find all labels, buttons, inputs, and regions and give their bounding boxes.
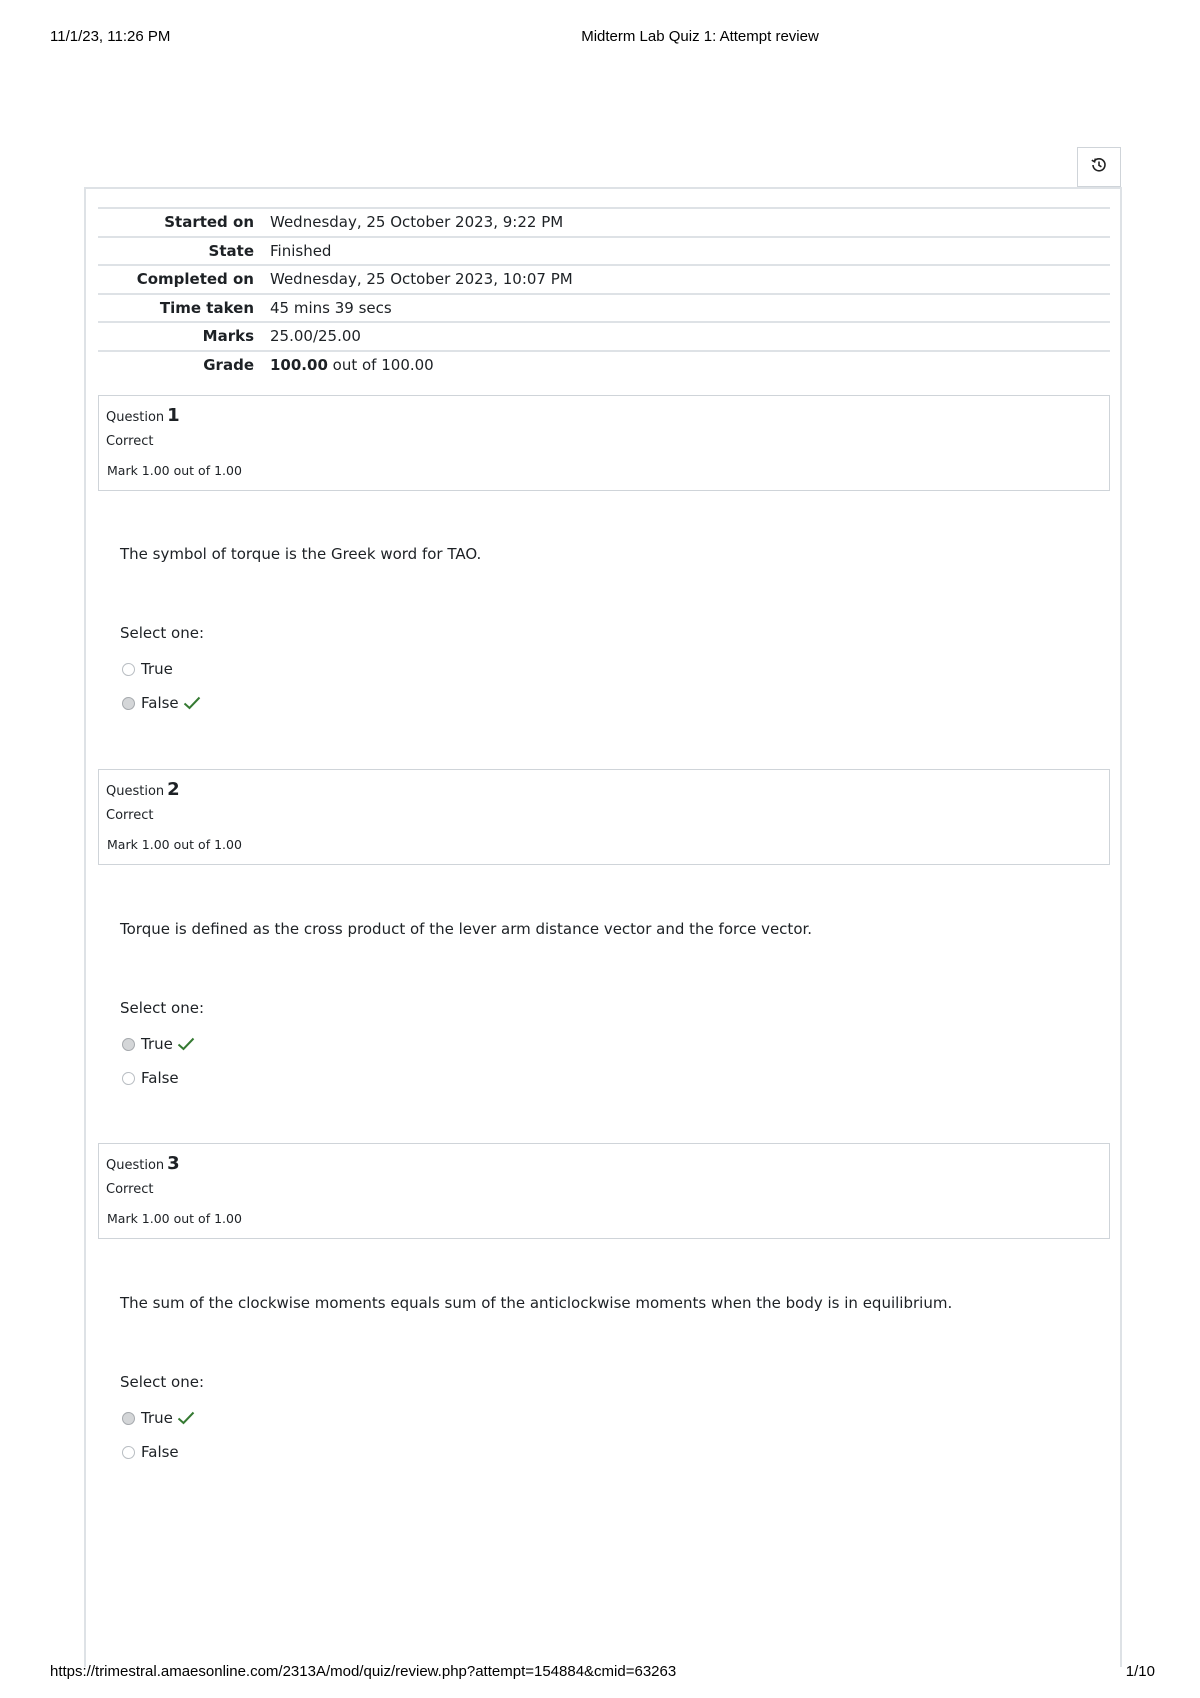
- answer-label: True: [141, 1035, 173, 1053]
- question-prefix: Question: [106, 410, 165, 425]
- answer-label: False: [141, 1443, 179, 1461]
- question-grade: Mark 1.00 out of 1.00: [107, 837, 242, 852]
- answer-option[interactable]: [122, 1409, 195, 1427]
- grade-value: 100.00: [270, 355, 328, 374]
- print-datetime: 11/1/23, 11:26 PM: [50, 28, 171, 45]
- answer-label: False: [141, 1069, 179, 1087]
- question-prefix: Question: [106, 784, 165, 799]
- summary-row-marks: [98, 323, 1110, 352]
- attempt-summary-table: [98, 207, 1110, 378]
- radio-button[interactable]: [122, 1072, 135, 1085]
- question-grade: Mark 1.00 out of 1.00: [107, 463, 242, 478]
- summary-label: Time taken: [159, 298, 254, 317]
- answer-label: True: [141, 660, 173, 678]
- history-button[interactable]: [1077, 147, 1121, 187]
- summary-row-time-taken: [98, 295, 1110, 324]
- answer-option[interactable]: [122, 1069, 179, 1087]
- summary-value: 45 mins 39 secs: [270, 298, 392, 317]
- page-number: 1/10: [1125, 1663, 1155, 1680]
- select-one-label: Select one:: [120, 1373, 205, 1391]
- summary-value: Finished: [270, 241, 332, 260]
- question-number: [106, 405, 180, 426]
- summary-row-grade: [98, 352, 1110, 379]
- print-title: Midterm Lab Quiz 1: Attempt review: [581, 28, 819, 45]
- summary-value: Wednesday, 25 October 2023, 10:07 PM: [270, 270, 573, 289]
- answer-option[interactable]: [122, 1443, 179, 1461]
- summary-value: Wednesday, 25 October 2023, 9:22 PM: [270, 213, 564, 232]
- correct-check-icon: [177, 1037, 195, 1051]
- question-text: The sum of the clockwise moments equals sum of the anticlockwise moments when the body is in equilibrium.: [120, 1294, 953, 1312]
- radio-button-selected[interactable]: [122, 697, 135, 710]
- question-state: Correct: [106, 434, 154, 449]
- radio-button[interactable]: [122, 1446, 135, 1459]
- summary-label: Marks: [202, 327, 254, 346]
- summary-label: Completed on: [136, 270, 254, 289]
- question-text: Torque is defined as the cross product of the lever arm distance vector and the force vector.: [120, 920, 813, 938]
- question-number: [106, 779, 180, 800]
- answer-option[interactable]: [122, 694, 201, 712]
- summary-label: Grade: [203, 355, 254, 374]
- answer-option[interactable]: [122, 1035, 195, 1053]
- question-info-3: [98, 1143, 1110, 1239]
- page-url: https://trimestral.amaesonline.com/2313A/mod/quiz/review.php?attempt=154884&cmid=63263: [50, 1663, 677, 1680]
- question-grade: Mark 1.00 out of 1.00: [107, 1211, 242, 1226]
- summary-value: [270, 356, 1110, 374]
- select-one-label: Select one:: [120, 999, 205, 1017]
- radio-button-selected[interactable]: [122, 1038, 135, 1051]
- question-info-1: [98, 395, 1110, 491]
- select-one-label: Select one:: [120, 624, 205, 642]
- summary-label: Started on: [164, 213, 254, 232]
- history-icon: [1090, 156, 1108, 178]
- correct-check-icon: [177, 1411, 195, 1425]
- print-footer: [0, 1663, 1200, 1683]
- summary-row-started: [98, 209, 1110, 238]
- summary-row-state: [98, 238, 1110, 267]
- question-prefix: Question: [106, 1158, 165, 1173]
- radio-button[interactable]: [122, 663, 135, 676]
- answer-label: True: [141, 1409, 173, 1427]
- answer-option[interactable]: [122, 660, 173, 678]
- question-state: Correct: [106, 808, 154, 823]
- radio-button-selected[interactable]: [122, 1412, 135, 1425]
- summary-label: State: [208, 241, 254, 260]
- answer-label: False: [141, 694, 179, 712]
- summary-row-completed: [98, 266, 1110, 295]
- question-number-value: 2: [167, 779, 180, 800]
- question-state: Correct: [106, 1182, 154, 1197]
- question-info-2: [98, 769, 1110, 865]
- correct-check-icon: [183, 696, 201, 710]
- print-header: [0, 28, 1200, 48]
- question-number: [106, 1153, 180, 1174]
- summary-value: 25.00/25.00: [270, 327, 361, 346]
- question-number-value: 1: [167, 405, 180, 426]
- question-number-value: 3: [167, 1153, 180, 1174]
- question-text: The symbol of torque is the Greek word for TAO.: [120, 545, 482, 563]
- grade-out-of: out of 100.00: [332, 355, 434, 374]
